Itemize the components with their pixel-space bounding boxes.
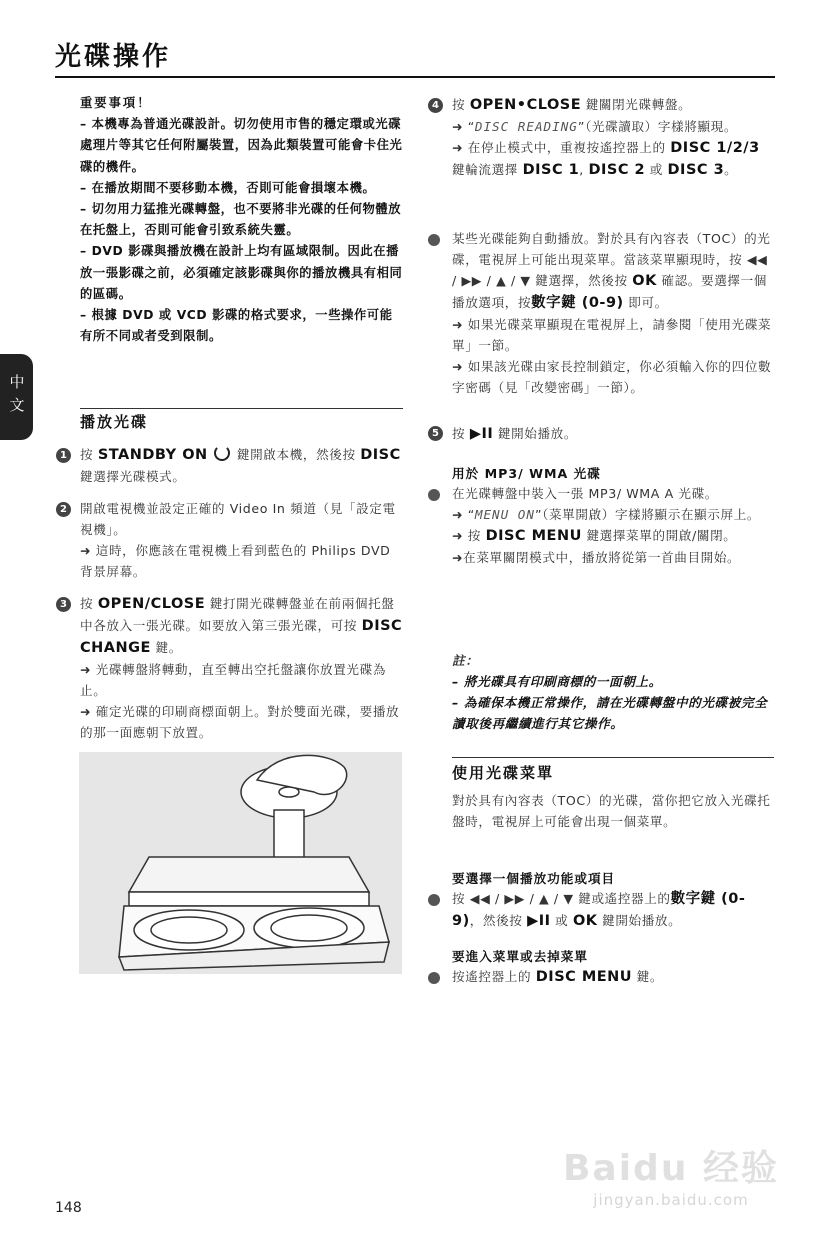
text: ➜ 在停止模式中，重複按遙控器上的: [452, 140, 671, 155]
watermark-url: jingyan.baidu.com: [593, 1191, 749, 1209]
page-number: 148: [55, 1200, 82, 1216]
text: 鍵關閉光碟轉盤。: [581, 97, 692, 112]
open-close-key: OPEN/CLOSE: [97, 596, 206, 612]
step-number-5: 5: [428, 426, 443, 441]
step-number-3: 3: [56, 597, 71, 612]
text: 按: [80, 447, 98, 462]
disc-3-key: DISC 3: [667, 162, 725, 178]
step-3-text: [80, 593, 403, 743]
step-2-arrow: ➜ 這時，你應該在電視機上看到藍色的 Philips DVD 背景屏幕。: [80, 543, 391, 579]
text: ”（光碟讀取）字樣將顯現。: [577, 119, 738, 134]
important-line: – 切勿用力猛推光碟轉盤，也不要將非光碟的任何物體放在托盤上，否則可能會引致系統失靈。: [80, 202, 402, 238]
text: ”（菜單開啟）字樣將顯示在顯示屏上。: [534, 507, 761, 522]
important-line: – 根據 DVD 或 VCD 影碟的格式要求，一些操作可能有所不同或者受到限制。: [80, 308, 393, 344]
standby-key: STANDBY ON: [97, 447, 208, 463]
important-notice: [80, 93, 405, 347]
disc-menu-heading: 使用光碟菜單: [452, 764, 555, 782]
text: ，然後按: [469, 913, 528, 928]
bullet: [428, 894, 440, 906]
mp3-arrow-3: ➜在菜單關閉模式中，播放將從第一首曲目開始。: [452, 550, 741, 565]
select-function-text: [452, 888, 774, 932]
mp3-heading: 用於 MP3/ WMA 光碟: [452, 466, 601, 481]
disc-menu-key: DISC MENU: [535, 969, 633, 985]
disc-key: DISC: [360, 447, 401, 463]
step-4-text: [452, 94, 774, 181]
text: 鍵開始播放。: [597, 913, 682, 928]
note-line: – 為確保本機正常操作，請在光碟轉盤中的光碟被完全讀取後再繼續進行其它操作。: [452, 695, 768, 731]
toc-arrow-2: ➜ 如果該光碟由家長控制鎖定，你必須輸入你的四位數字密碼（見「改變密碼」一節）。: [452, 359, 772, 395]
text: 某些光碟能夠自動播放。對於具有內容表（TOC）的光碟，電視屏上可能出現菜單。當該菜單顯現時，按 ◀◀ / ▶▶ / ▲ / ▼ 鍵選擇，然後按: [452, 231, 771, 288]
text: 鍵選擇菜單的開啟/關閉。: [581, 528, 737, 543]
number-keys: 數字鍵 (0-9): [531, 295, 624, 311]
text: 即可。: [623, 295, 668, 310]
disc-123-key: DISC 1/2/3: [670, 140, 760, 156]
step-number-1: 1: [56, 448, 71, 463]
watermark-logo: Baidu 经验: [562, 1148, 779, 1189]
enter-menu-heading: 要進入菜單或去掉菜單: [452, 949, 588, 964]
enter-menu-text: [452, 966, 774, 988]
text: 按 ◀◀ / ▶▶ / ▲ / ▼ 鍵或遙控器上的: [452, 891, 671, 906]
notes: [452, 650, 774, 734]
text: 或: [645, 162, 668, 177]
step-5-text: [452, 423, 774, 445]
text: 按: [80, 596, 98, 611]
step-2-main: 開啟電視機並設定正確的 Video In 頻道（見「設定電視機」。: [80, 501, 396, 537]
important-line: – DVD 影碟與播放機在設計上均有區域限制。因此在播放一張影碟之前，必須確定該影碟與你的播放機具有相同的區碼。: [80, 244, 403, 301]
bullet: [428, 489, 440, 501]
disc-1-key: DISC 1: [522, 162, 580, 178]
step-3-arrow-1: ➜ 光碟轉盤將轉動，直至轉出空托盤讓你放置光碟為止。: [80, 662, 387, 698]
ok-key: OK: [632, 273, 657, 289]
note-line: – 將光碟具有印刷商標的一面朝上。: [452, 674, 662, 689]
title-rule: [55, 76, 775, 78]
section-rule: [452, 757, 774, 758]
text: 鍵開始播放。: [493, 426, 578, 441]
open-close-key: OPEN•CLOSE: [469, 97, 582, 113]
text: ➜ “: [452, 507, 475, 522]
important-line: – 在播放期間不要移動本機，否則可能會損壞本機。: [80, 180, 376, 195]
text: 按: [452, 97, 470, 112]
text: 鍵開啟本機，然後按: [232, 447, 361, 462]
disc-menu-key: DISC MENU: [485, 528, 582, 544]
text: 。: [724, 162, 738, 177]
text: 鍵打開光碟轉盤並在前兩個托盤中各放入一張光碟。如要放入第三張光碟，可按: [80, 596, 395, 633]
step-1-text: [80, 444, 403, 487]
number-keys: 數字鍵 (0-9): [452, 891, 746, 929]
step-3-arrow-2: ➜ 確定光碟的印刷商標面朝上。對於雙面光碟，要播放的那一面應朝下放置。: [80, 704, 400, 740]
toc-arrow-1: ➜ 如果光碟菜單顯現在電視屏上，請參閱「使用光碟菜單」一節。: [452, 317, 772, 353]
play-pause-key: ▶II: [527, 913, 551, 929]
select-function-heading: 要選擇一個播放功能或項目: [452, 871, 616, 886]
disc-tray-illustration: [79, 752, 402, 974]
important-heading: 重要事項！: [80, 96, 152, 110]
text: 鍵。: [150, 640, 182, 655]
text: 或: [550, 913, 573, 928]
text: 鍵。: [632, 969, 664, 984]
disc-change-key: DISC CHANGE: [80, 618, 403, 656]
page-title: 光碟操作: [55, 42, 172, 72]
step-number-4: 4: [428, 98, 443, 113]
language-tab-label: 中文: [7, 374, 26, 420]
important-line: – 本機專為普通光碟設計。切勿使用市售的穩定環或光碟處理片等其它任何附屬裝置，因為此類裝置可能會卡住光碟的機件。: [80, 117, 403, 174]
bullet: [428, 234, 440, 246]
disc-menu-intro: 對於具有內容表（TOC）的光碟，當你把它放入光碟托盤時，電視屏上可能會出現一個菜單。: [452, 793, 771, 829]
bullet: [428, 972, 440, 984]
text: ,: [579, 162, 589, 177]
mp3-line: 在光碟轉盤中裝入一張 MP3/ WMA A 光碟。: [452, 486, 718, 501]
player-drawing: [79, 752, 402, 974]
text: ➜ 按: [452, 528, 486, 543]
text: 鍵輪流選擇: [452, 162, 523, 177]
notes-heading: 註：: [452, 653, 479, 668]
mp3-text: [452, 483, 774, 568]
step-number-2: 2: [56, 502, 71, 517]
baidu-watermark: [563, 1140, 779, 1209]
lcd-text: DISC READING: [474, 119, 578, 134]
toc-bullet-text: [452, 228, 774, 398]
text: 按: [452, 426, 470, 441]
play-pause-key: ▶II: [469, 426, 494, 442]
language-tab[interactable]: [0, 354, 33, 440]
play-disc-heading: 播放光碟: [80, 413, 149, 431]
section-rule: [80, 408, 403, 409]
text: 鍵選擇光碟模式。: [80, 469, 186, 484]
lcd-text: MENU ON: [474, 507, 535, 522]
text: ➜ “: [452, 119, 475, 134]
ok-key: OK: [572, 913, 598, 929]
text: 按遙控器上的: [452, 969, 536, 984]
power-icon: [214, 445, 230, 461]
text: 確認。要選擇一個播放選項，按: [452, 273, 767, 310]
disc-2-key: DISC 2: [588, 162, 646, 178]
step-2-text: [80, 498, 403, 582]
